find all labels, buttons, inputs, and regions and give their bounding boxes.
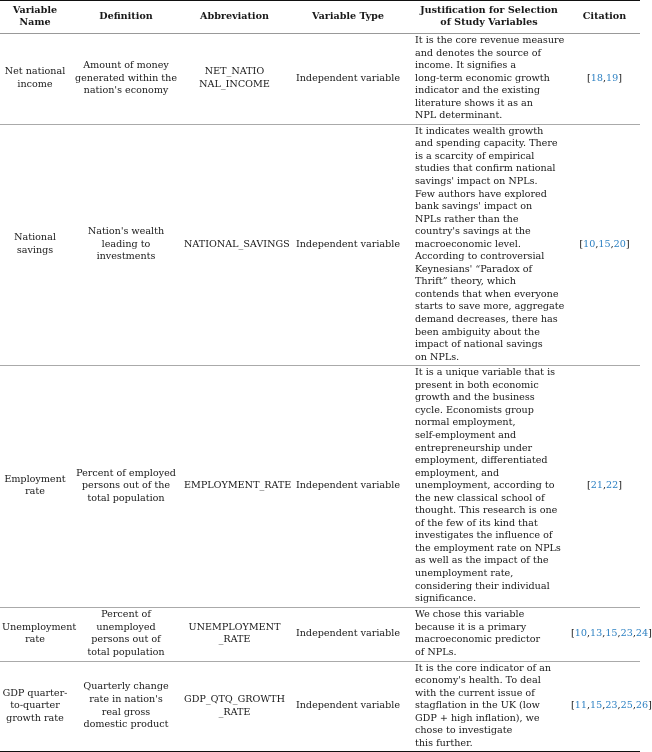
citation-link[interactable]: 26 (635, 700, 649, 712)
variable-name-cell: Net national income (4, 66, 66, 90)
table-row (0, 607, 640, 661)
citation-cell: [10,15,20] (579, 238, 630, 250)
variable-type-cell: Independent variable (295, 480, 401, 492)
definition-cell: Percent of employed persons out of the total population (76, 467, 176, 504)
table-body (0, 34, 652, 752)
definition-cell: Quarterly change rate in nation's real gross domestic product (83, 681, 169, 731)
citation-cell: [11,15,23,25,26] (571, 700, 652, 712)
citation-link[interactable]: 24 (635, 627, 649, 639)
header-abbreviation: Abbreviation (200, 11, 269, 22)
citation-link[interactable]: 23 (620, 627, 633, 639)
variable-type-cell: Independent variable (295, 700, 401, 712)
citation-link[interactable]: 15 (598, 238, 611, 250)
table-row (0, 366, 640, 607)
justification-cell: It is a unique variable that is present in both economic growth and the business cycle. Economists group normal employment, self-employment and entrepreneurship under employment, differentiated employment, and unemployment, according to the new classical school of thought. This research is one of the few of its kind that investigates the influence of the employment rate on NPLs as well as the impact of the unemployment rate, considering their individual significance. (415, 367, 561, 605)
variable-type-cell: Independent variable (295, 627, 401, 639)
abbreviation-cell: UNEMPLOYMENT _RATE (188, 621, 281, 646)
justification-cell: It is the core indicator of an economy's health. To deal with the current issue of stagflation in the UK (low GDP + high inflation), we chose to investigate this further. (415, 662, 552, 749)
citation-link[interactable]: 23 (605, 700, 618, 712)
citation-link[interactable]: 10 (583, 238, 596, 250)
justification-cell: It is the core revenue measure and denotes the source of income. It signifies a long-term economic growth indicator and the existing literature shows it as an NPL determinant. (415, 35, 565, 122)
abbreviation-cell: GDP_QTQ_GROWTH _RATE (184, 693, 285, 718)
citation-link[interactable]: 18 (590, 72, 603, 84)
variable-name-cell: GDP quarter- to-quarter growth rate (2, 687, 68, 724)
definition-cell: Nation's wealth leading to investments (87, 226, 165, 263)
header-justification: Justification for Selection of Study Variables (420, 5, 558, 28)
citation-link[interactable]: 19 (606, 72, 619, 84)
citation-link[interactable]: 10 (574, 627, 587, 639)
table-row (0, 124, 640, 365)
abbreviation-cell: EMPLOYMENT_RATE (184, 480, 292, 492)
citation-cell: [10,13,15,23,24] (571, 627, 652, 639)
definition-cell: Percent of unemployed persons out of total population (87, 609, 165, 658)
citation-link[interactable]: 25 (620, 700, 633, 712)
definition-cell: Amount of money generated within the nation's economy (74, 60, 178, 97)
table-row (0, 661, 640, 752)
table-row (0, 34, 640, 125)
abbreviation-cell: NET_NATIO NAL_INCOME (199, 66, 270, 90)
variable-name-cell: National savings (14, 232, 56, 257)
citation-cell: [18,19] (587, 72, 622, 84)
header-variable-type: Variable Type (312, 11, 384, 22)
header-citation: Citation (582, 11, 627, 22)
citation-link[interactable]: 13 (590, 627, 603, 639)
justification-cell: It indicates wealth growth and spending capacity. There is a scarcity of empirical studies that confirm national savings' impact on NPLs. Few authors have explored bank savings' impact on NPLs rather than the country's savings at the macroeconomic level. According to controversial Keynesians' “Paradox of Thrift” theory, which contends that when everyone starts to save more, aggregate demand decreases, there has been ambiguity about the impact of national savings on NPLs. (415, 125, 565, 363)
citation-link[interactable]: 21 (590, 480, 603, 492)
citation-link[interactable]: 15 (590, 700, 603, 712)
citation-link[interactable]: 15 (605, 627, 618, 639)
variable-type-cell: Independent variable (295, 238, 401, 250)
header-definition: Definition (99, 11, 153, 22)
variable-name-cell: Unemployment rate (2, 621, 77, 646)
variable-type-cell: Independent variable (295, 72, 401, 84)
citation-link[interactable]: 22 (606, 480, 619, 492)
abbreviation-cell: NATIONAL_SAVINGS (184, 238, 290, 250)
citation-link[interactable]: 11 (574, 700, 587, 712)
variable-name-cell: Employment rate (4, 473, 66, 498)
header-variable-name: Variable Name (12, 5, 58, 28)
table-header-row (0, 1, 640, 34)
citation-cell: [21,22] (587, 480, 622, 492)
justification-cell: We chose this variable because it is a primary macroeconomic predictor of NPLs. (415, 609, 541, 658)
citation-link[interactable]: 20 (613, 238, 626, 250)
